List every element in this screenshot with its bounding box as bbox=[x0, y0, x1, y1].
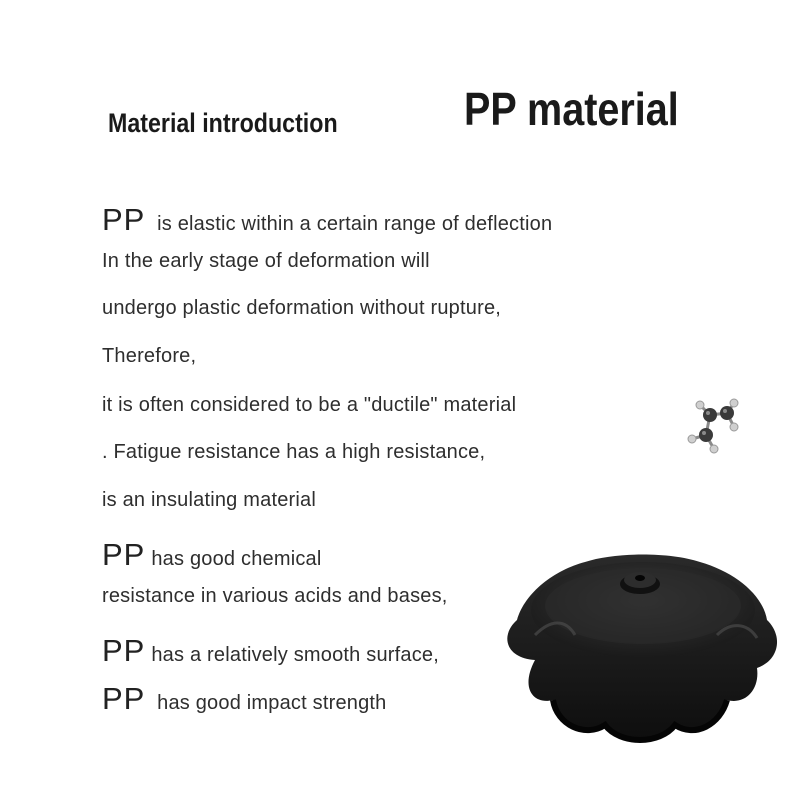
pp-label: PP bbox=[102, 202, 146, 237]
line-text: undergo plastic deformation without rupture, bbox=[102, 297, 502, 319]
line-text: has a relatively smooth surface, bbox=[151, 644, 439, 666]
text-line-3 bbox=[102, 297, 501, 320]
text-line-10 bbox=[102, 633, 439, 669]
line-text: is an insulating material bbox=[102, 489, 316, 511]
line-text: In the early stage of deformation will bbox=[102, 250, 430, 272]
text-line-7 bbox=[102, 489, 316, 512]
text-line-5 bbox=[102, 394, 516, 417]
pp-label: PP bbox=[102, 537, 146, 572]
line-text: . Fatigue resistance has a high resistance, bbox=[102, 441, 486, 463]
text-line-11 bbox=[102, 681, 387, 717]
line-text: resistance in various acids and bases, bbox=[102, 585, 448, 607]
line-text: it is often considered to be a "ductile" material bbox=[102, 394, 517, 416]
line-text: has good chemical bbox=[151, 548, 322, 570]
text-line-6 bbox=[102, 441, 485, 464]
molecule-model-icon bbox=[682, 393, 748, 459]
material-introduction-heading: Material introduction bbox=[108, 108, 338, 138]
line-text: Therefore, bbox=[102, 345, 197, 367]
text-line-8 bbox=[102, 537, 322, 573]
text-line-2 bbox=[102, 250, 430, 273]
text-line-4 bbox=[102, 345, 196, 368]
pp-label: PP bbox=[102, 633, 146, 668]
pp-material-title: PP material bbox=[464, 83, 679, 135]
text-line-9 bbox=[102, 585, 448, 608]
line-text: has good impact strength bbox=[151, 692, 387, 714]
text-line-1 bbox=[102, 202, 552, 238]
pp-label: PP bbox=[102, 681, 146, 716]
line-text: is elastic within a certain range of deflection bbox=[151, 213, 553, 235]
fuel-cap-product-image bbox=[495, 540, 785, 755]
